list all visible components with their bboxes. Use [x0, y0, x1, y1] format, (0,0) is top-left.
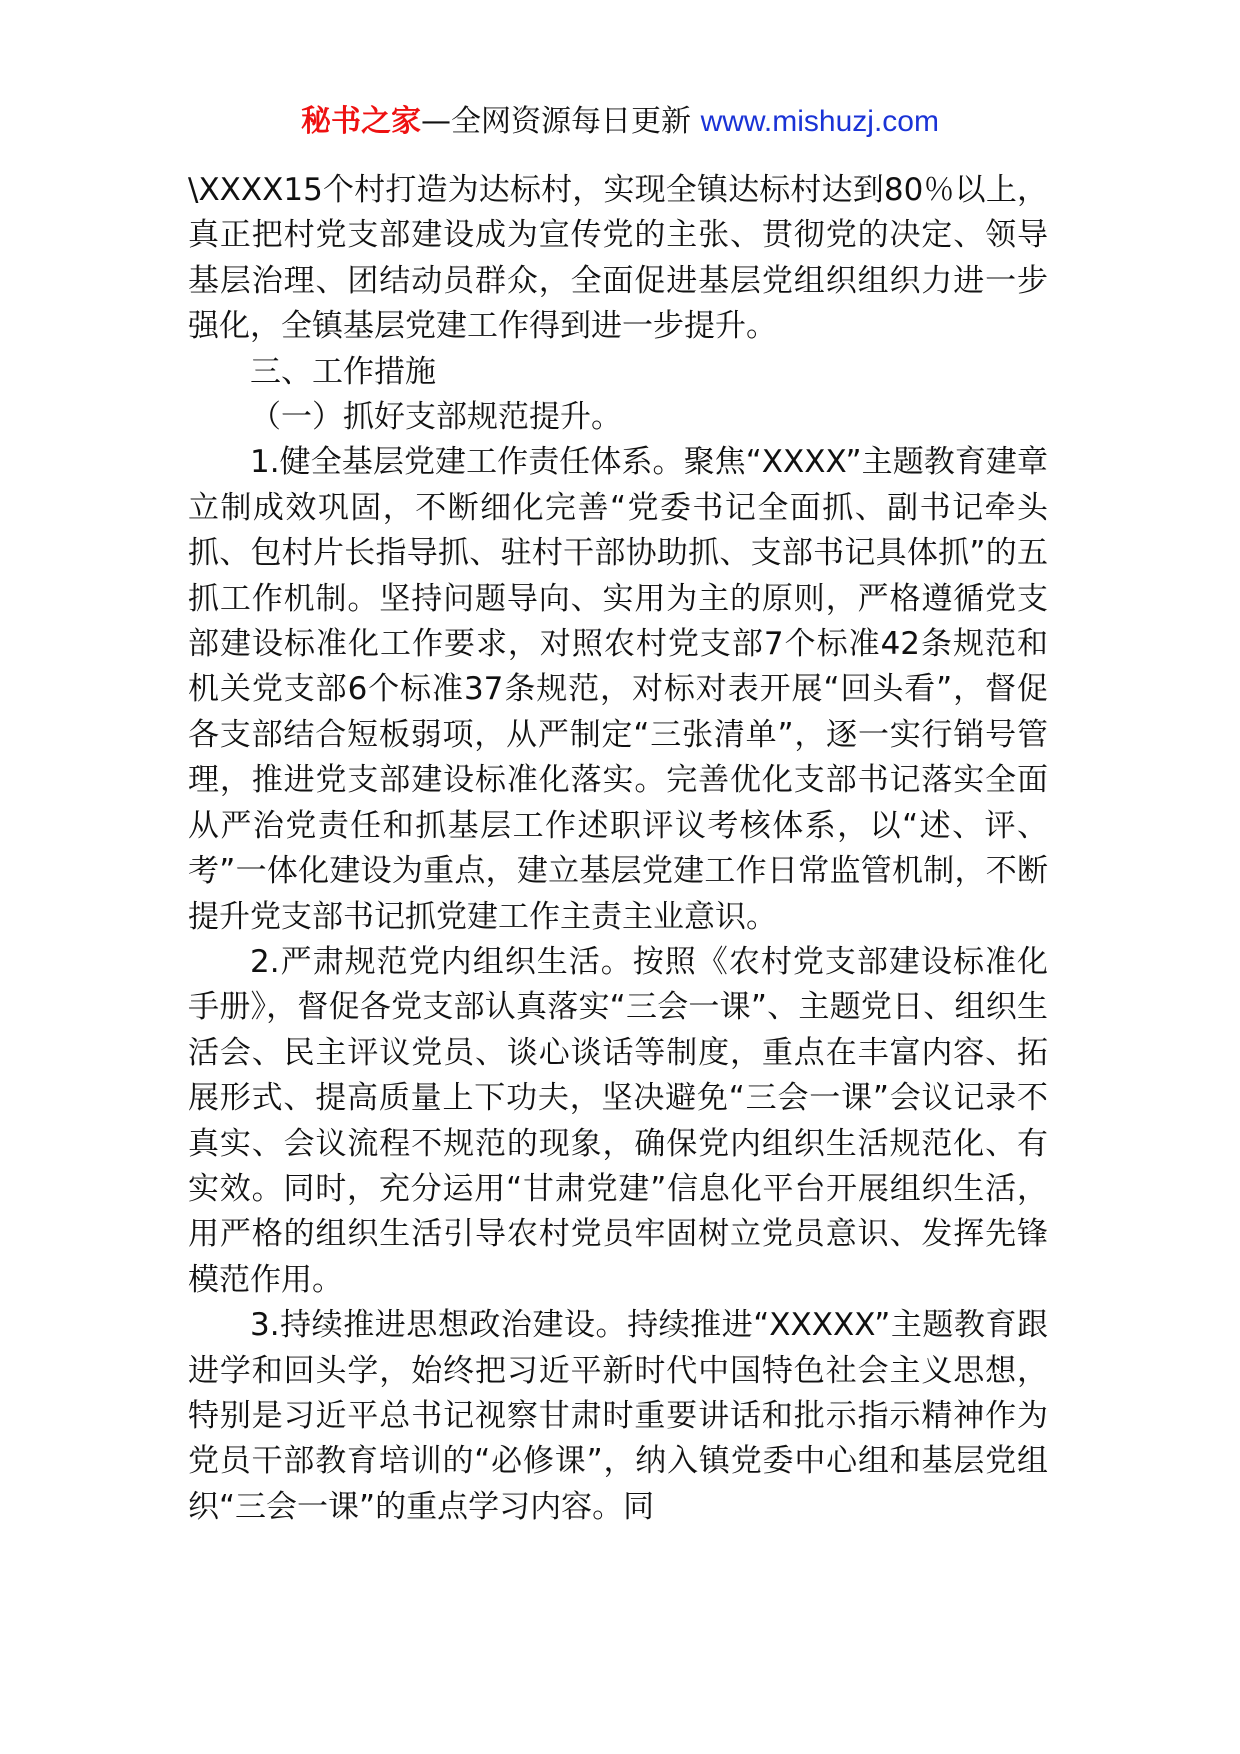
paragraph-item-2: 2.严肃规范党内组织生活。按照《农村党支部建设标准化手册》，督促各党支部认真落实“三会一课”、主题党日、组织生活会、民主评议党员、谈心谈话等制度，重点在丰富内容、拓展形式、提高质量上下功夫，坚决避免“三会一课”会议记录不真实、会议流程不规范的现象，确保党内组织生活规范化、有实效。同时，充分运用“甘肃党建”信息化平台开展组织生活，用严格的组织生活引导农村党员牢固树立党员意识、发挥先锋模范作用。	[188, 943, 1048, 1298]
subsection-heading: （一）抓好支部规范提升。	[250, 399, 622, 436]
section-heading: 三、工作措施	[250, 353, 436, 390]
paragraph-item-1: 1.健全基层党建工作责任体系。聚焦“XXXX”主题教育建章立制成效巩固，不断细化完善“党委书记全面抓、副书记牵头抓、包村片长指导抓、驻村干部协助抓、支部书记具体抓”的五抓工作机制。坚持问题导向、实用为主的原则，严格遵循党支部建设标准化工作要求，对照农村党支部7个标准42条规范和机关党支部6个标准37条规范，对标对表开展“回头看”，督促各支部结合短板弱项，从严制定“三张清单”，逐一实行销号管理，推进党支部建设标准化落实。完善优化支部书记落实全面从严治党责任和抓基层工作述职评议考核体系，以“述、评、考”一体化建设为重点，建立基层党建工作日常监管机制，不断提升党支部书记抓党建工作主责主业意识。	[188, 444, 1048, 935]
brand-name: 秘书之家	[301, 104, 422, 139]
document-body	[188, 168, 1048, 1530]
page-header	[0, 102, 1240, 142]
paragraph-continuation: \XXXX15个村打造为达标村，实现全镇达标村达到80％以上，真正把村党支部建设成为宣传党的主张、贯彻党的决定、领导基层治理、团结动员群众，全面促进基层党组织组织力进一步强化，全镇基层党建工作得到进一步提升。	[188, 172, 1048, 345]
header-tagline: —全网资源每日更新	[421, 104, 701, 139]
paragraph-item-3: 3.持续推进思想政治建设。持续推进“XXXXX”主题教育跟进学和回头学，始终把习近平新时代中国特色社会主义思想，特别是习近平总书记视察甘肃时重要讲话和批示指示精神作为党员干部教育培训的“必修课”，纳入镇党委中心组和基层党组织“三会一课”的重点学习内容。同	[188, 1307, 1048, 1525]
website-link[interactable]: www.mishuzj.com	[700, 105, 939, 138]
